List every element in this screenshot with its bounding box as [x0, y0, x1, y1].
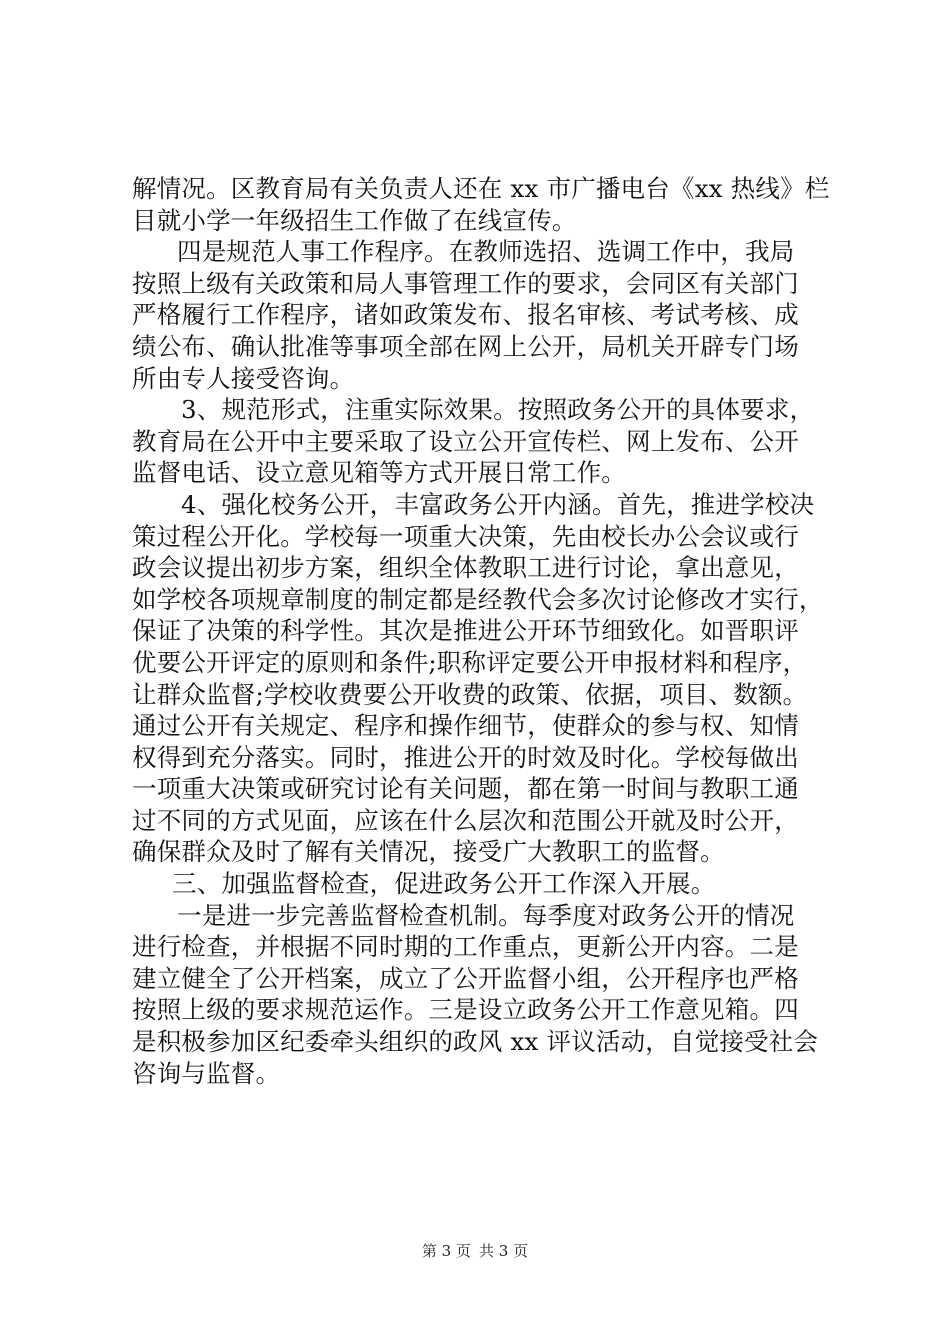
text-line: 目就小学一年级招生工作做了在线宣传。	[132, 205, 577, 235]
text-line: 是积极参加区纪委牵头组织的政风 xx 评议活动，自觉接受社会	[132, 1027, 819, 1057]
document-body	[132, 173, 832, 1089]
text-line: 建立健全了公开档案，成立了公开监督小组，公开程序也严格	[132, 963, 799, 993]
text-line: 过不同的方式见面，应该在什么层次和范围公开就及时公开，	[132, 805, 799, 835]
text-line: 监督电话、设立意见箱等方式开展日常工作。	[132, 458, 626, 488]
text-line: 通过公开有关规定、程序和操作细节，使群众的参与权、知情	[132, 711, 799, 741]
text-line: 优要公开评定的原则和条件;职称评定要公开申报材料和程序，	[132, 647, 808, 677]
text-line: 政会议提出初步方案，组织全体教职工进行讨论，拿出意见，	[132, 553, 799, 583]
text-line: 一项重大决策或研究讨论有关问题，都在第一时间与教职工通	[132, 774, 799, 804]
text-line: 让群众监督;学校收费要公开收费的政策、依据，项目、数额。	[132, 679, 808, 709]
text-line: 四是规范人事工作程序。在教师选招、选调工作中，我局	[177, 237, 795, 267]
text-line: 严格履行工作程序，诸如政策发布、报名审核、考试考核、成	[132, 300, 799, 330]
text-line: 绩公布、确认批准等事项全部在网上公开，局机关开辟专门场	[132, 331, 799, 361]
text-line: 4、强化校务公开，丰富政务公开内涵。首先，推进学校决	[181, 489, 815, 519]
text-line: 按照上级的要求规范运作。三是设立政务公开工作意见箱。四	[132, 995, 799, 1025]
page-number: 第 3 页	[421, 1242, 471, 1260]
text-line: 教育局在公开中主要采取了设立公开宣传栏、网上发布、公开	[132, 426, 799, 456]
text-line: 3、规范形式，注重实际效果。按照政务公开的具体要求，	[181, 395, 815, 425]
text-line: 确保群众及时了解有关情况，接受广大教职工的监督。	[132, 837, 725, 867]
text-line: 解情况。区教育局有关负责人还在 xx 市广播电台《xx 热线》栏	[132, 174, 830, 203]
text-line: 如学校各项规章制度的制定都是经教代会多次讨论修改才实行，	[132, 584, 824, 614]
text-line: 按照上级有关政策和局人事管理工作的要求，会同区有关部门	[132, 268, 799, 298]
page-footer	[0, 1241, 950, 1261]
text-line: 进行检查，并根据不同时期的工作重点，更新公开内容。二是	[132, 932, 799, 962]
text-line: 咨询与监督。	[132, 1058, 281, 1088]
section-heading: 三、加强监督检查，促进政务公开工作深入开展。	[172, 869, 716, 899]
text-line: 策过程公开化。学校每一项重大决策，先由校长办公会议或行	[132, 521, 799, 551]
text-line: 所由专人接受咨询。	[132, 363, 355, 393]
text-line: 一是进一步完善监督检查机制。每季度对政务公开的情况	[177, 900, 795, 930]
page-total: 共 3 页	[479, 1242, 529, 1260]
text-line: 权得到充分落实。同时，推进公开的时效及时化。学校每做出	[132, 742, 799, 772]
text-line: 保证了决策的科学性。其次是推进公开环节细致化。如晋职评	[132, 616, 799, 646]
